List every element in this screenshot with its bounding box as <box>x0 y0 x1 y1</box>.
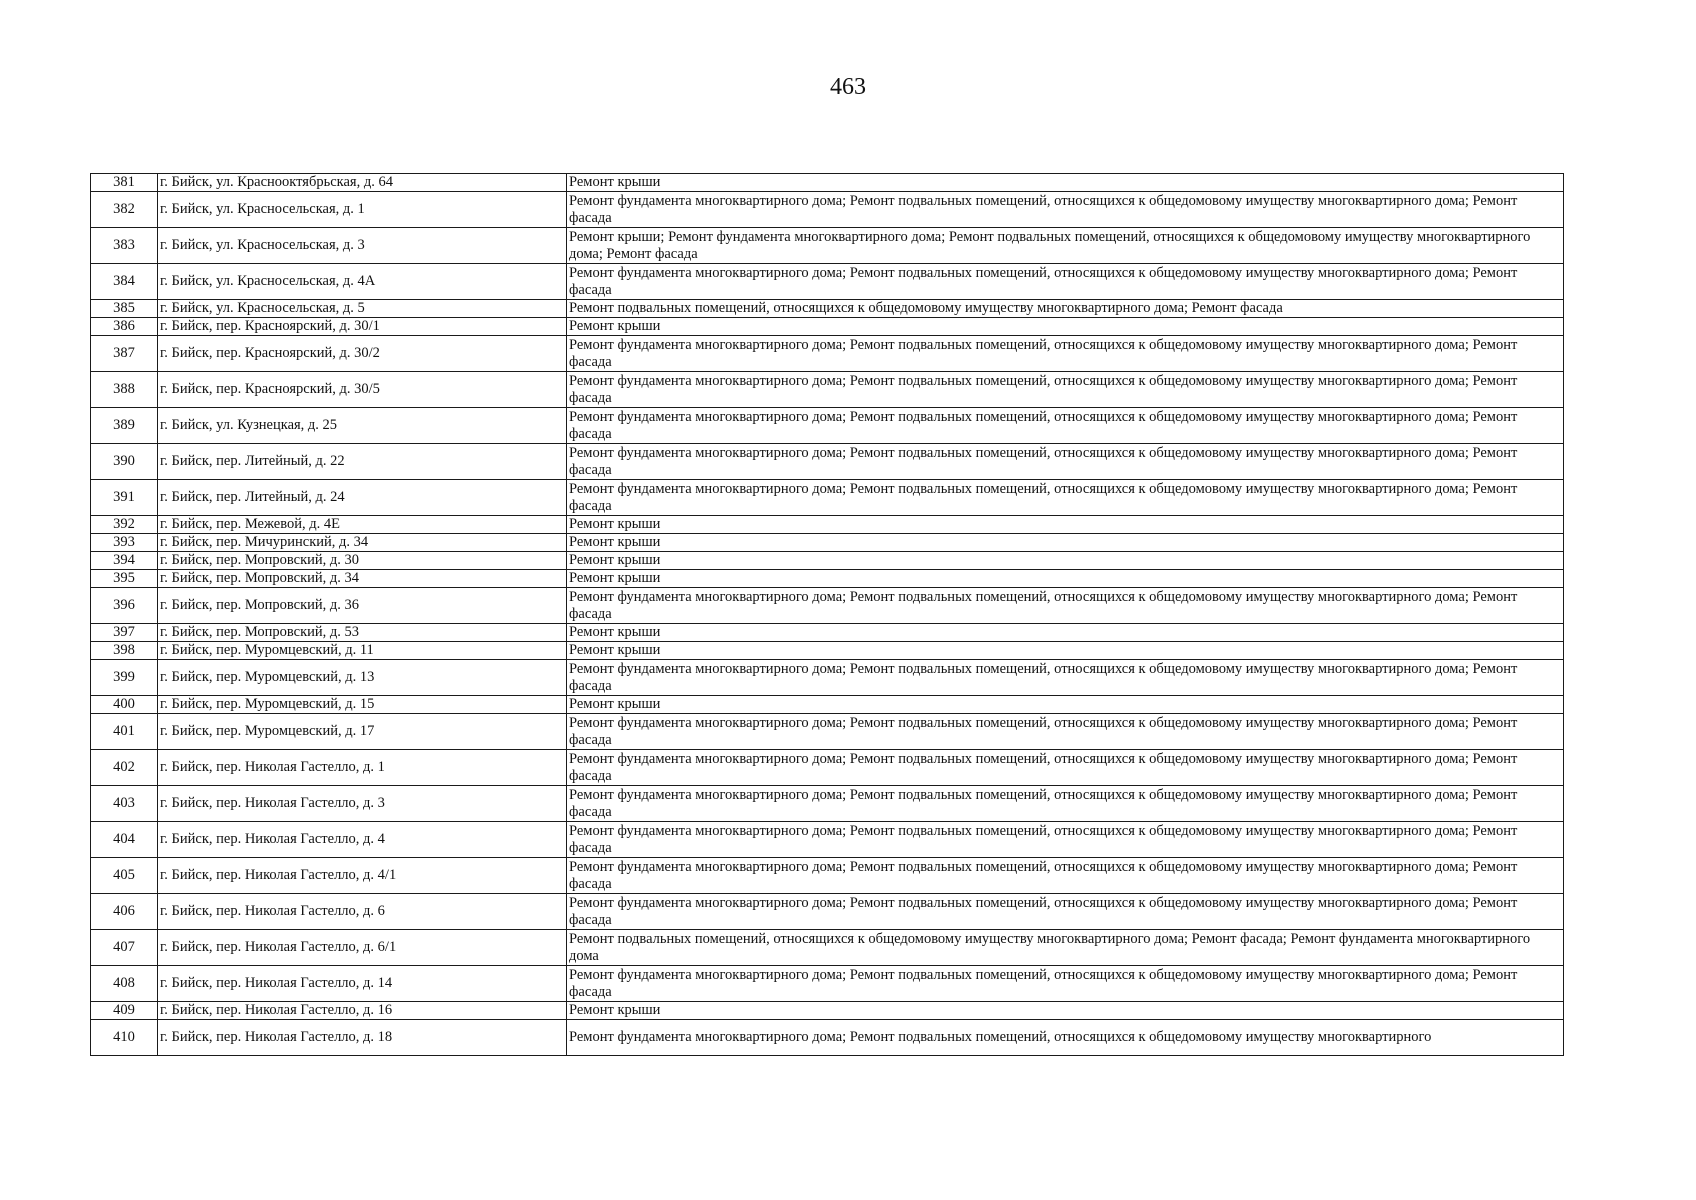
work-type-cell: Ремонт фундамента многоквартирного дома; Ремонт подвальных помещений, относящихся к общедомовому имуществу многоквартирного дома; Ремонт фасада <box>567 660 1564 696</box>
table-row <box>91 696 1564 714</box>
table-row <box>91 750 1564 786</box>
address-cell: г. Бийск, пер. Николая Гастелло, д. 6 <box>158 894 567 930</box>
work-type-cell: Ремонт фундамента многоквартирного дома; Ремонт подвальных помещений, относящихся к общедомовому имуществу многоквартирного дома; Ремонт фасада <box>567 372 1564 408</box>
table-row <box>91 786 1564 822</box>
address-cell: г. Бийск, пер. Муромцевский, д. 15 <box>158 696 567 714</box>
address-cell: г. Бийск, пер. Николая Гастелло, д. 6/1 <box>158 930 567 966</box>
work-type-cell: Ремонт фундамента многоквартирного дома; Ремонт подвальных помещений, относящихся к общедомовому имуществу многоквартирного <box>567 1020 1564 1056</box>
row-number-cell: 402 <box>91 750 158 786</box>
table-row <box>91 660 1564 696</box>
row-number-cell: 383 <box>91 228 158 264</box>
work-type-cell: Ремонт крыши <box>567 642 1564 660</box>
table-row <box>91 444 1564 480</box>
address-cell: г. Бийск, ул. Красносельская, д. 4А <box>158 264 567 300</box>
address-cell: г. Бийск, пер. Красноярский, д. 30/1 <box>158 318 567 336</box>
table-row <box>91 822 1564 858</box>
page-number: 463 <box>830 74 866 100</box>
row-number-cell: 401 <box>91 714 158 750</box>
row-number-cell: 406 <box>91 894 158 930</box>
address-cell: г. Бийск, пер. Литейный, д. 24 <box>158 480 567 516</box>
work-type-cell: Ремонт фундамента многоквартирного дома; Ремонт подвальных помещений, относящихся к общедомовому имуществу многоквартирного дома; Ремонт фасада <box>567 750 1564 786</box>
table-row <box>91 192 1564 228</box>
work-type-cell: Ремонт фундамента многоквартирного дома; Ремонт подвальных помещений, относящихся к общедомовому имуществу многоквартирного дома; Ремонт фасада <box>567 480 1564 516</box>
work-type-cell: Ремонт фундамента многоквартирного дома; Ремонт подвальных помещений, относящихся к общедомовому имуществу многоквартирного дома; Ремонт фасада <box>567 822 1564 858</box>
table-row <box>91 1002 1564 1020</box>
work-type-cell: Ремонт крыши <box>567 696 1564 714</box>
work-type-cell: Ремонт подвальных помещений, относящихся к общедомовому имуществу многоквартирного дома; Ремонт фасада; Ремонт фундамента многоквартирного дома <box>567 930 1564 966</box>
row-number-cell: 386 <box>91 318 158 336</box>
table-row <box>91 588 1564 624</box>
row-number-cell: 382 <box>91 192 158 228</box>
table-row <box>91 570 1564 588</box>
work-type-cell: Ремонт крыши <box>567 1002 1564 1020</box>
row-number-cell: 404 <box>91 822 158 858</box>
table-row <box>91 858 1564 894</box>
address-cell: г. Бийск, ул. Кузнецкая, д. 25 <box>158 408 567 444</box>
address-cell: г. Бийск, пер. Николая Гастелло, д. 3 <box>158 786 567 822</box>
address-cell: г. Бийск, пер. Николая Гастелло, д. 4/1 <box>158 858 567 894</box>
table-row <box>91 516 1564 534</box>
address-cell: г. Бийск, ул. Красносельская, д. 5 <box>158 300 567 318</box>
table-row <box>91 318 1564 336</box>
table-row <box>91 264 1564 300</box>
address-cell: г. Бийск, пер. Муромцевский, д. 11 <box>158 642 567 660</box>
work-type-cell: Ремонт крыши <box>567 624 1564 642</box>
repair-schedule-table <box>90 173 1564 1056</box>
table-row <box>91 552 1564 570</box>
table-row <box>91 930 1564 966</box>
work-type-cell: Ремонт крыши <box>567 570 1564 588</box>
table-row <box>91 228 1564 264</box>
address-cell: г. Бийск, пер. Муромцевский, д. 17 <box>158 714 567 750</box>
table-row <box>91 642 1564 660</box>
address-cell: г. Бийск, ул. Краснооктябрьская, д. 64 <box>158 174 567 192</box>
row-number-cell: 384 <box>91 264 158 300</box>
work-type-cell: Ремонт крыши <box>567 318 1564 336</box>
table-row <box>91 480 1564 516</box>
work-type-cell: Ремонт фундамента многоквартирного дома; Ремонт подвальных помещений, относящихся к общедомовому имуществу многоквартирного дома; Ремонт фасада <box>567 786 1564 822</box>
work-type-cell: Ремонт крыши; Ремонт фундамента многоквартирного дома; Ремонт подвальных помещений, относящихся к общедомовому имуществу многоквартирного дома; Ремонт фасада <box>567 228 1564 264</box>
address-cell: г. Бийск, пер. Мопровский, д. 34 <box>158 570 567 588</box>
table-row <box>91 966 1564 1002</box>
row-number-cell: 410 <box>91 1020 158 1056</box>
address-cell: г. Бийск, пер. Мопровский, д. 36 <box>158 588 567 624</box>
row-number-cell: 405 <box>91 858 158 894</box>
work-type-cell: Ремонт фундамента многоквартирного дома; Ремонт подвальных помещений, относящихся к общедомовому имуществу многоквартирного дома; Ремонт фасада <box>567 264 1564 300</box>
row-number-cell: 393 <box>91 534 158 552</box>
address-cell: г. Бийск, пер. Николая Гастелло, д. 16 <box>158 1002 567 1020</box>
address-cell: г. Бийск, ул. Красносельская, д. 1 <box>158 192 567 228</box>
row-number-cell: 407 <box>91 930 158 966</box>
table-row <box>91 534 1564 552</box>
row-number-cell: 385 <box>91 300 158 318</box>
work-type-cell: Ремонт крыши <box>567 516 1564 534</box>
address-cell: г. Бийск, пер. Мичуринский, д. 34 <box>158 534 567 552</box>
address-cell: г. Бийск, пер. Красноярский, д. 30/2 <box>158 336 567 372</box>
row-number-cell: 396 <box>91 588 158 624</box>
work-type-cell: Ремонт фундамента многоквартирного дома; Ремонт подвальных помещений, относящихся к общедомовому имуществу многоквартирного дома; Ремонт фасада <box>567 858 1564 894</box>
address-cell: г. Бийск, пер. Николая Гастелло, д. 4 <box>158 822 567 858</box>
work-type-cell: Ремонт фундамента многоквартирного дома; Ремонт подвальных помещений, относящихся к общедомовому имуществу многоквартирного дома; Ремонт фасада <box>567 192 1564 228</box>
work-type-cell: Ремонт фундамента многоквартирного дома; Ремонт подвальных помещений, относящихся к общедомовому имуществу многоквартирного дома; Ремонт фасада <box>567 966 1564 1002</box>
table-row <box>91 894 1564 930</box>
row-number-cell: 403 <box>91 786 158 822</box>
address-cell: г. Бийск, пер. Красноярский, д. 30/5 <box>158 372 567 408</box>
address-cell: г. Бийск, пер. Литейный, д. 22 <box>158 444 567 480</box>
table-row <box>91 372 1564 408</box>
row-number-cell: 388 <box>91 372 158 408</box>
row-number-cell: 391 <box>91 480 158 516</box>
row-number-cell: 409 <box>91 1002 158 1020</box>
row-number-cell: 400 <box>91 696 158 714</box>
table-row <box>91 336 1564 372</box>
address-cell: г. Бийск, пер. Николая Гастелло, д. 1 <box>158 750 567 786</box>
work-type-cell: Ремонт подвальных помещений, относящихся к общедомовому имуществу многоквартирного дома; Ремонт фасада <box>567 300 1564 318</box>
address-cell: г. Бийск, пер. Николая Гастелло, д. 14 <box>158 966 567 1002</box>
work-type-cell: Ремонт крыши <box>567 534 1564 552</box>
work-type-cell: Ремонт фундамента многоквартирного дома; Ремонт подвальных помещений, относящихся к общедомовому имуществу многоквартирного дома; Ремонт фасада <box>567 408 1564 444</box>
work-type-cell: Ремонт фундамента многоквартирного дома; Ремонт подвальных помещений, относящихся к общедомовому имуществу многоквартирного дома; Ремонт фасада <box>567 894 1564 930</box>
table-body <box>91 174 1564 1056</box>
row-number-cell: 381 <box>91 174 158 192</box>
table-row <box>91 408 1564 444</box>
address-cell: г. Бийск, ул. Красносельская, д. 3 <box>158 228 567 264</box>
row-number-cell: 390 <box>91 444 158 480</box>
work-type-cell: Ремонт фундамента многоквартирного дома; Ремонт подвальных помещений, относящихся к общедомовому имуществу многоквартирного дома; Ремонт фасада <box>567 444 1564 480</box>
row-number-cell: 397 <box>91 624 158 642</box>
address-cell: г. Бийск, пер. Мопровский, д. 53 <box>158 624 567 642</box>
work-type-cell: Ремонт фундамента многоквартирного дома; Ремонт подвальных помещений, относящихся к общедомовому имуществу многоквартирного дома; Ремонт фасада <box>567 588 1564 624</box>
row-number-cell: 398 <box>91 642 158 660</box>
table-row <box>91 1020 1564 1056</box>
address-cell: г. Бийск, пер. Межевой, д. 4Е <box>158 516 567 534</box>
row-number-cell: 387 <box>91 336 158 372</box>
row-number-cell: 408 <box>91 966 158 1002</box>
address-cell: г. Бийск, пер. Николая Гастелло, д. 18 <box>158 1020 567 1056</box>
work-type-cell: Ремонт фундамента многоквартирного дома; Ремонт подвальных помещений, относящихся к общедомовому имуществу многоквартирного дома; Ремонт фасада <box>567 336 1564 372</box>
address-cell: г. Бийск, пер. Муромцевский, д. 13 <box>158 660 567 696</box>
address-cell: г. Бийск, пер. Мопровский, д. 30 <box>158 552 567 570</box>
table-row <box>91 300 1564 318</box>
row-number-cell: 394 <box>91 552 158 570</box>
work-type-cell: Ремонт фундамента многоквартирного дома; Ремонт подвальных помещений, относящихся к общедомовому имуществу многоквартирного дома; Ремонт фасада <box>567 714 1564 750</box>
row-number-cell: 395 <box>91 570 158 588</box>
work-type-cell: Ремонт крыши <box>567 552 1564 570</box>
row-number-cell: 392 <box>91 516 158 534</box>
row-number-cell: 389 <box>91 408 158 444</box>
table-row <box>91 174 1564 192</box>
work-type-cell: Ремонт крыши <box>567 174 1564 192</box>
table-row <box>91 714 1564 750</box>
table-row <box>91 624 1564 642</box>
row-number-cell: 399 <box>91 660 158 696</box>
